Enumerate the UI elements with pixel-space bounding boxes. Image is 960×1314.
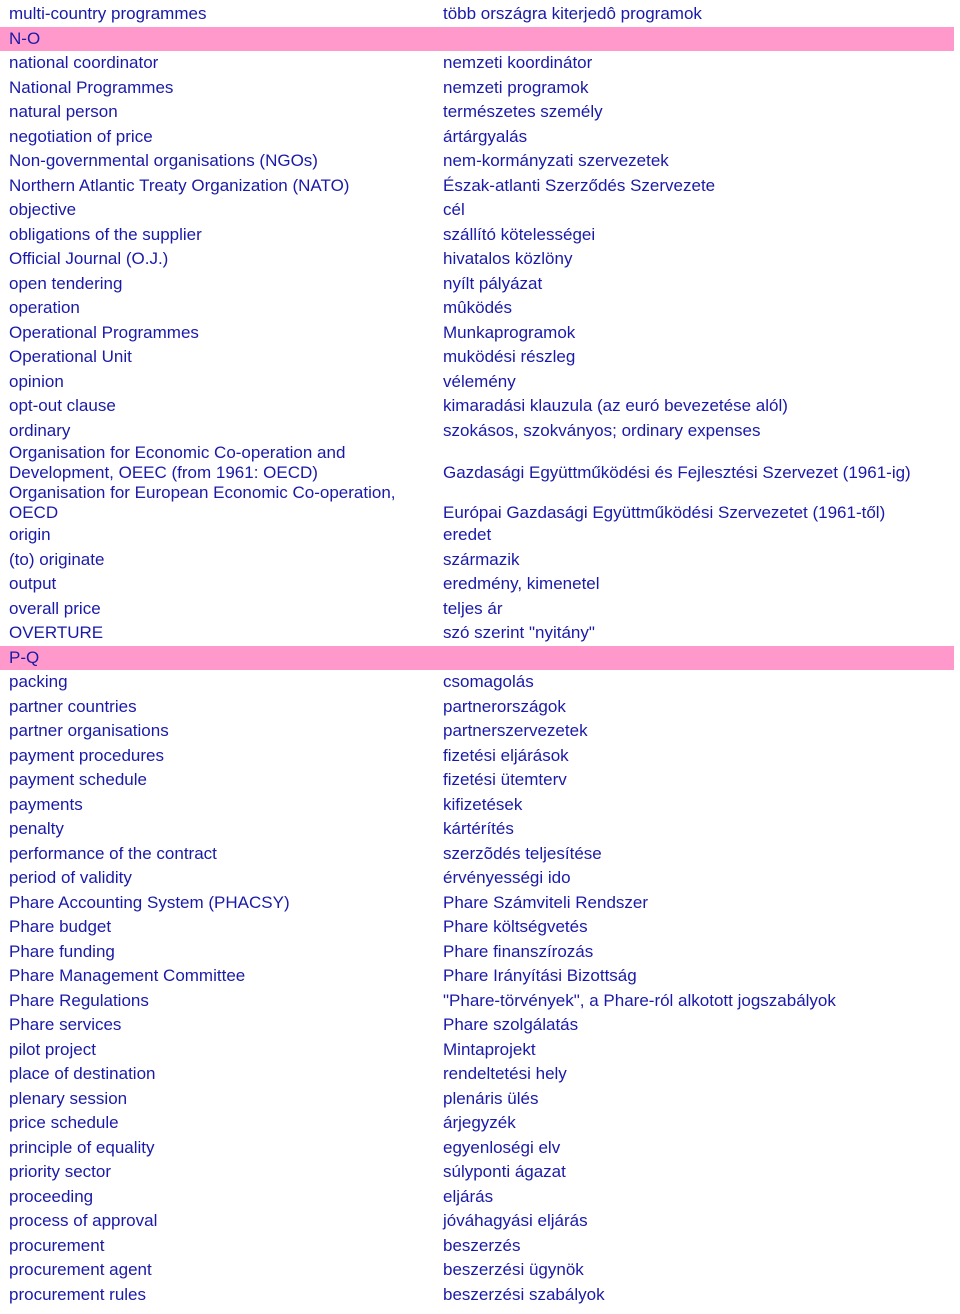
glossary-row <box>0 2 960 27</box>
hungarian-term: nyílt pályázat <box>443 273 543 293</box>
hungarian-term: Phare Számviteli Rendszer <box>443 892 649 912</box>
english-term: Phare Accounting System (PHACSY) <box>9 892 290 912</box>
hungarian-term: Phare Irányítási Bizottság <box>443 966 637 985</box>
hungarian-term: hivatalos közlöny <box>443 249 573 268</box>
english-term: principle of equality <box>9 1137 155 1157</box>
english-term: obligations of the supplier <box>9 224 202 244</box>
hungarian-term: súlyponti ágazat <box>443 1162 566 1181</box>
hungarian-term: nemzeti koordinátor <box>443 53 593 72</box>
hungarian-term: ártárgyalás <box>443 126 528 146</box>
english-term: Northern Atlantic Treaty Organization (NATO) <box>9 175 350 195</box>
glossary-row <box>0 370 960 395</box>
hungarian-term: muködési részleg <box>443 347 576 366</box>
glossary-row <box>0 523 960 548</box>
section-header-label: N-O <box>9 28 41 48</box>
glossary-row <box>0 1209 960 1234</box>
english-term: payment schedule <box>9 770 147 789</box>
glossary-row <box>0 1234 960 1259</box>
glossary-row <box>0 443 960 483</box>
english-term: proceeding <box>9 1186 94 1206</box>
english-term: overall price <box>9 598 101 618</box>
english-term: payments <box>9 794 83 814</box>
hungarian-term: beszerzési ügynök <box>443 1260 584 1279</box>
hungarian-term: Phare szolgálatás <box>443 1015 579 1034</box>
glossary-row <box>0 125 960 150</box>
glossary-row <box>0 621 960 646</box>
section-header-row <box>0 646 954 671</box>
hungarian-term: "Phare-törvények", a Phare-ról alkotott jogszabályok <box>443 990 836 1010</box>
hungarian-term: plenáris ülés <box>443 1088 539 1108</box>
glossary-row <box>0 695 960 720</box>
glossary-row <box>0 223 960 248</box>
hungarian-term: nemzeti programok <box>443 77 589 97</box>
english-term: objective <box>9 200 77 219</box>
glossary-row <box>0 483 960 523</box>
glossary-row <box>0 174 960 199</box>
hungarian-term: kimaradási klauzula (az euró bevezetése alól) <box>443 396 788 415</box>
english-term: pilot project <box>9 1039 96 1059</box>
english-term: OVERTURE <box>9 623 104 642</box>
hungarian-term: eredet <box>443 525 492 544</box>
glossary-row <box>0 572 960 597</box>
glossary-row <box>0 1038 960 1063</box>
glossary-row <box>0 345 960 370</box>
hungarian-term: Észak-atlanti Szerződés Szervezete <box>443 175 716 195</box>
hungarian-term: szó szerint "nyitány" <box>443 623 595 642</box>
glossary-row <box>0 394 960 419</box>
english-term: partner organisations <box>9 721 169 740</box>
english-term: price schedule <box>9 1113 119 1132</box>
english-term: (to) originate <box>9 549 105 569</box>
hungarian-term: fizetési ütemterv <box>443 770 567 789</box>
glossary-row <box>0 866 960 891</box>
english-term: period of validity <box>9 868 132 887</box>
section-header-label: P-Q <box>9 647 40 667</box>
glossary-row <box>0 915 960 940</box>
hungarian-term: Phare költségvetés <box>443 917 588 936</box>
glossary-row <box>0 100 960 125</box>
hungarian-term: Európai Gazdasági Együttműködési Szervezetet (1961-től) <box>443 503 886 522</box>
hungarian-term: Phare finanszírozás <box>443 941 594 961</box>
hungarian-term: eljárás <box>443 1186 494 1206</box>
english-term: procurement agent <box>9 1260 152 1279</box>
hungarian-term: rendeltetési hely <box>443 1064 567 1083</box>
english-term: priority sector <box>9 1162 112 1181</box>
english-term: multi-country programmes <box>9 4 207 23</box>
hungarian-term: eredmény, kimenetel <box>443 574 600 593</box>
hungarian-term: csomagolás <box>443 672 534 691</box>
hungarian-term: beszerzési szabályok <box>443 1284 605 1304</box>
hungarian-term: szállító kötelességei <box>443 224 596 244</box>
glossary-row <box>0 247 960 272</box>
hungarian-term: Gazdasági Együttműködési és Fejlesztési Szervezet (1961-ig) <box>443 463 911 482</box>
glossary-row <box>0 891 960 916</box>
english-term: negotiation of price <box>9 126 153 146</box>
english-term: Operational Programmes <box>9 322 199 342</box>
glossary-table <box>0 2 960 1307</box>
english-term: Official Journal (O.J.) <box>9 249 169 268</box>
english-term: natural person <box>9 102 118 121</box>
english-term: ordinary <box>9 420 71 440</box>
hungarian-term: mûködés <box>443 298 512 317</box>
english-term: operation <box>9 298 80 317</box>
english-term: output <box>9 574 57 593</box>
english-term: Organisation for European Economic Co-operation, OECD <box>9 483 396 522</box>
glossary-row <box>0 1111 960 1136</box>
glossary-row <box>0 76 960 101</box>
hungarian-term: természetes személy <box>443 102 603 121</box>
english-term: process of approval <box>9 1211 158 1230</box>
hungarian-term: partnerszervezetek <box>443 721 588 740</box>
hungarian-term: cél <box>443 200 465 219</box>
hungarian-term: szerzõdés teljesítése <box>443 843 602 863</box>
english-term: penalty <box>9 819 64 838</box>
english-term: Phare Regulations <box>9 990 149 1010</box>
english-term: open tendering <box>9 273 123 293</box>
glossary-row <box>0 670 960 695</box>
glossary-row <box>0 768 960 793</box>
glossary-row <box>0 597 960 622</box>
glossary-row <box>0 793 960 818</box>
hungarian-term: teljes ár <box>443 598 503 618</box>
glossary-row <box>0 149 960 174</box>
english-term: Phare funding <box>9 941 115 961</box>
hungarian-term: árjegyzék <box>443 1113 516 1132</box>
glossary-row <box>0 1013 960 1038</box>
glossary-row <box>0 51 960 76</box>
hungarian-term: jóváhagyási eljárás <box>443 1211 588 1230</box>
english-term: origin <box>9 525 51 544</box>
hungarian-term: fizetési eljárások <box>443 745 569 765</box>
glossary-row <box>0 842 960 867</box>
english-term: Non-governmental organisations (NGOs) <box>9 151 318 170</box>
glossary-row <box>0 719 960 744</box>
glossary-row <box>0 1160 960 1185</box>
section-header-row <box>0 27 954 52</box>
hungarian-term: nem-kormányzati szervezetek <box>443 151 669 170</box>
hungarian-term: szokásos, szokványos; ordinary expenses <box>443 420 761 440</box>
english-term: Phare Management Committee <box>9 966 246 985</box>
hungarian-term: partnerországok <box>443 696 566 716</box>
glossary-row <box>0 296 960 321</box>
glossary-row <box>0 1283 960 1308</box>
english-term: Operational Unit <box>9 347 132 366</box>
hungarian-term: vélemény <box>443 371 516 391</box>
glossary-row <box>0 1087 960 1112</box>
english-term: Phare budget <box>9 917 112 936</box>
glossary-row <box>0 548 960 573</box>
english-term: place of destination <box>9 1064 156 1083</box>
english-term: National Programmes <box>9 77 174 97</box>
glossary-row <box>0 940 960 965</box>
english-term: performance of the contract <box>9 843 217 863</box>
hungarian-term: érvényességi ido <box>443 868 571 887</box>
glossary-row <box>0 1136 960 1161</box>
english-term: packing <box>9 672 68 691</box>
english-term: Organisation for Economic Co-operation and Development, OEEC (from 1961: OECD) <box>9 443 346 482</box>
glossary-row <box>0 964 960 989</box>
glossary-row <box>0 321 960 346</box>
english-term: opinion <box>9 371 64 391</box>
glossary-row <box>0 744 960 769</box>
english-term: partner countries <box>9 696 137 716</box>
hungarian-term: egyenloségi elv <box>443 1137 561 1157</box>
hungarian-term: beszerzés <box>443 1235 521 1255</box>
glossary-row <box>0 989 960 1014</box>
english-term: opt-out clause <box>9 396 116 415</box>
hungarian-term: több országra kiterjedô programok <box>443 4 702 23</box>
english-term: Phare services <box>9 1015 122 1034</box>
hungarian-term: Munkaprogramok <box>443 322 576 342</box>
glossary-row <box>0 198 960 223</box>
glossary-row <box>0 272 960 297</box>
english-term: procurement <box>9 1235 105 1255</box>
english-term: procurement rules <box>9 1284 147 1304</box>
english-term: payment procedures <box>9 745 164 765</box>
glossary-row <box>0 1185 960 1210</box>
hungarian-term: származik <box>443 549 520 569</box>
hungarian-term: Mintaprojekt <box>443 1039 536 1059</box>
glossary-row <box>0 817 960 842</box>
english-term: national coordinator <box>9 53 159 72</box>
hungarian-term: kifizetések <box>443 794 523 814</box>
glossary-row <box>0 419 960 444</box>
english-term: plenary session <box>9 1088 128 1108</box>
glossary-row <box>0 1258 960 1283</box>
hungarian-term: kártérítés <box>443 819 514 838</box>
glossary-row <box>0 1062 960 1087</box>
